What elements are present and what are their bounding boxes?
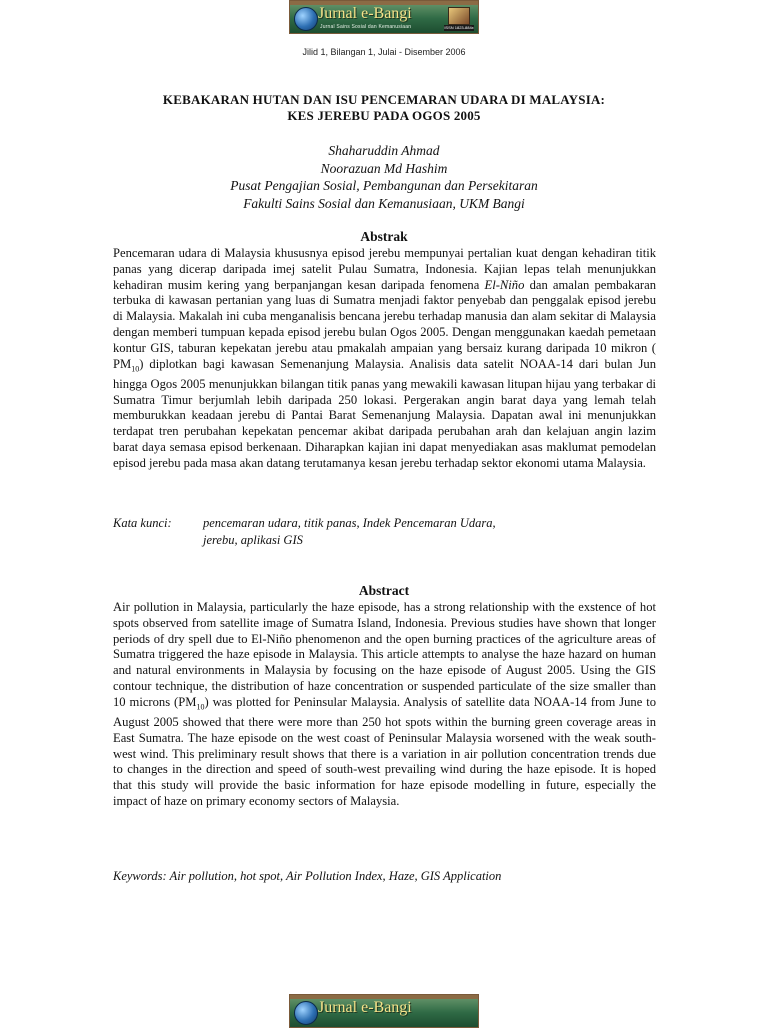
cover-thumbnail-icon	[448, 7, 470, 25]
affiliation-1: Pusat Pengajian Sosial, Pembangunan dan Persekitaran	[230, 178, 538, 193]
issue-line: Jilid 1, Bilangan 1, Julai - Disember 2006	[302, 47, 466, 57]
abstrak-pm-subscript: 10	[131, 364, 140, 374]
issn-label: ISSN 1823-884x	[444, 25, 474, 30]
affiliation-2: Fakulti Sains Sosial dan Kemanusiaan, UKM Bangi	[243, 195, 525, 211]
author-block	[0, 142, 768, 212]
abstrak-text-3: ) diplotkan bagi kawasan Semenanjung Malaysia. Analisis data satelit NOAA-14 dari bulan Jun hingga Ogos 2005 menunjukkan bilangan titik panas yang mewakili kawasan litupan hijau yang terbakar di Sumatra Timur berjumlah lebih daripada 250 lokasi. Pergerakan angin barat daya yang lemah telah memburukkan keadaan jerebu di Pantai Barat Semenanjung Malaysia. Dapatan awal ini menunjukkan terdapat tren perubahan kepekatan pencemar akibat daripada perubahan arah dan kelajuan angin lazim barat daya semasa episod berkenaan. Diharapkan kajian ini dapat menyediakan asas maklumat pemodelan episod jerebu pada masa akan datang terutamanya kesan jerebu terhadap sektor ekonomi utama Malaysia.	[113, 356, 656, 470]
kata-kunci-label: Kata kunci:	[113, 516, 172, 530]
abstract-heading: Abstract	[358, 583, 410, 598]
abstrak-elnino: El-Niño	[484, 277, 525, 292]
paper-title-line1: KEBAKARAN HUTAN DAN ISU PENCEMARAN UDARA DI MALAYSIA:	[162, 92, 606, 107]
paper-title-line2: KES JEREBU PADA OGOS 2005	[287, 108, 481, 123]
abstrak-heading: Abstrak	[360, 229, 408, 244]
abstrak-text-2: dan amalan pembakaran terbuka di kawasan pertanian yang luas di Sumatra menjadi faktor penyebab dan penggalak episod jerebu di Malaysia. Makalah ini cuba menganalisis bencana jerebu terhadap manusia dan alam sekitar di Malaysia dengan memberi tumpuan kepada episod jerebu bulan Ogos 2005. Dengan menggunakan kaedah pemetaan kontur GIS, taburan kepekatan jerebu atau pmakalah ampaian yang bersaiz kurang daripada 10 mikron ( PM	[113, 277, 656, 371]
abstract-text-2: ) was plotted for Peninsular Malaysia. Analysis of satellite data NOAA-14 from June to August 2005 showed that there were more than 250 hot spots within the burning green coverage areas in East Sumatra. The haze episode on the west coast of Peninsular Malaysia worsened with the weak south-west wind. This preliminary result shows that there is a variation in air pollution concentration trends due to changes in the direction and speed of south-west prevailing wind during the haze episode. It is hoped that this study will provide the basic information for haze episode modelling in future, especially the impact of haze on primary economy sectors of Malaysia.	[113, 694, 657, 809]
journal-title: Jurnal e-Bangi	[318, 5, 412, 22]
abstract-pm-subscript: 10	[196, 702, 205, 712]
journal-title: Jurnal e-Bangi	[318, 999, 412, 1016]
journal-banner-bottom	[289, 994, 479, 1028]
abstrak-text-1: Pencemaran udara di Malaysia khususnya episod jerebu mempunyai pertalian kuat dengan kehadiran titik panas yang dicerap daripada imej satelit Pulau Sumatra, Indonesia. Kajian lepas telah menunjukkan kehadiran musim kering yang berpanjangan kesan daripada fenomena	[113, 246, 656, 292]
author-2: Noorazuan Md Hashim	[320, 160, 448, 176]
paper-title	[0, 92, 768, 124]
kata-kunci-line1: pencemaran udara, titik panas, Indek Pencemaran Udara,	[203, 516, 496, 530]
keywords: Keywords: Air pollution, hot spot, Air Pollution Index, Haze, GIS Application	[113, 869, 502, 883]
abstrak-body	[113, 246, 656, 472]
journal-subtitle: Jurnal Sains Sosial dan Kemanusiaan	[320, 24, 412, 30]
abstract-body	[113, 600, 656, 810]
abstract-text-1: Air pollution in Malaysia, particularly the haze episode, has a strong relationship with the exstence of hot spots observed from satellite image of Sumatra Island, Indonesia. Previous studies have shown that longer periods of dry spell due to El-Niño phenomenon and the open burning practices of the agriculture areas of Sumatra triggered the haze episode in Malaysia. This article attempts to analyse the haze hazard on human and natural environments in Malaysia by focusing on the haze episode of August 2005. Using the GIS contour technique, the distribution of haze concentration or suspended particulate of the size smaller than 10 microns (PM	[113, 600, 656, 709]
globe-icon	[294, 7, 318, 31]
author-1: Shaharuddin Ahmad	[328, 143, 440, 158]
kata-kunci-line2: jerebu, aplikasi GIS	[203, 533, 303, 547]
globe-icon	[294, 1001, 318, 1025]
journal-banner-top	[289, 0, 479, 34]
